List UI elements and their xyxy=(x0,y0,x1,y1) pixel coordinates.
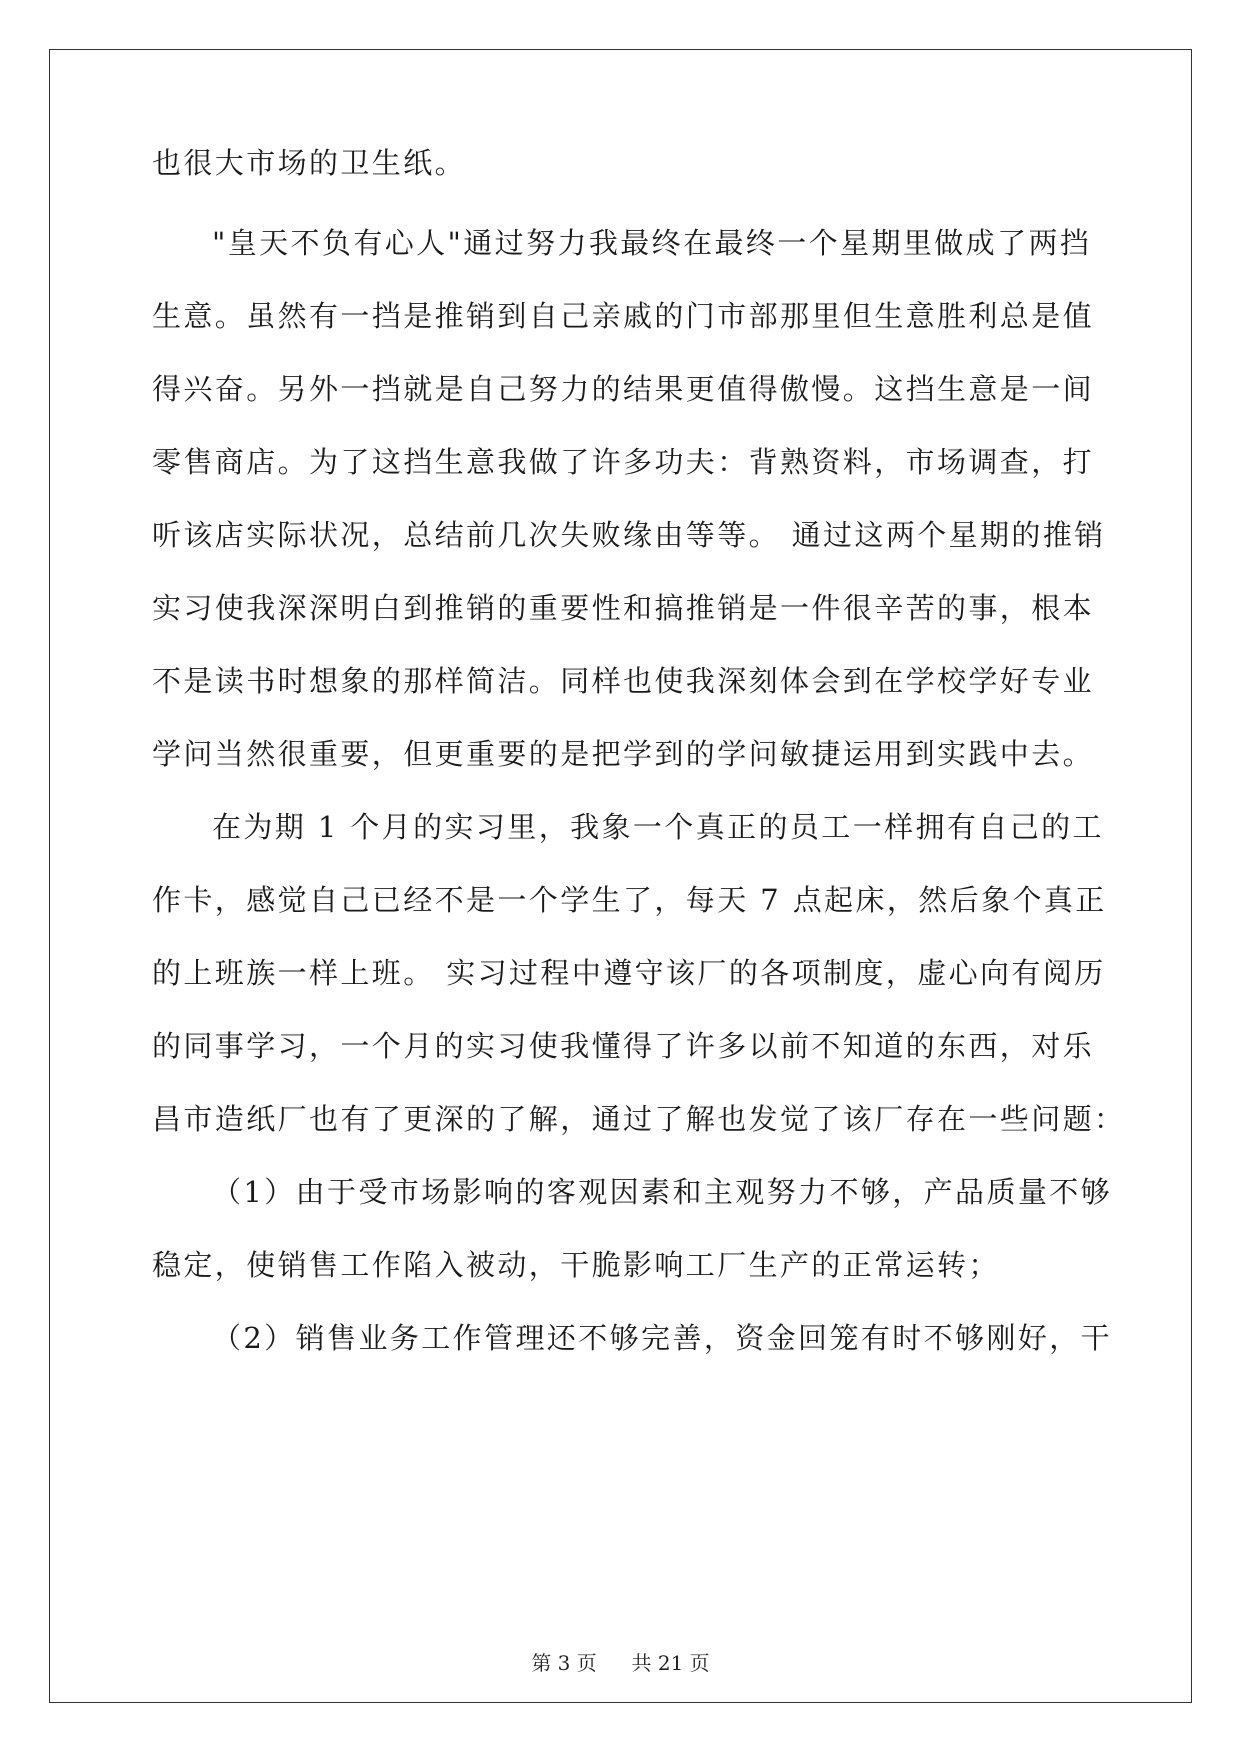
text-line: 的上班族一样上班。 实习过程中遵守该厂的各项制度，虚心向有阅历 xyxy=(152,956,1106,990)
text-line: 生意。虽然有一挡是推销到自己亲戚的门市部那里但生意胜利总是值 xyxy=(152,299,1095,333)
text-line: 得兴奋。另外一挡就是自己努力的结果更值得傲慢。这挡生意是一间 xyxy=(152,372,1095,406)
text-line: 学问当然很重要，但更重要的是把学到的学问敏捷运用到实践中去。 xyxy=(152,737,1095,771)
text-line: 稳定，使销售工作陷入被动，干脆影响工厂生产的正常运转； xyxy=(152,1248,1000,1282)
text-line: 的同事学习，一个月的实习使我懂得了许多以前不知道的东西，对乐 xyxy=(152,1029,1095,1063)
text-line: 在为期 1 个月的实习里，我象一个真正的员工一样拥有自己的工 xyxy=(212,810,1104,844)
page-number: 第 3 页 xyxy=(531,1651,597,1675)
text-line: 零售商店。为了这挡生意我做了许多功夫：背熟资料，市场调查，打 xyxy=(152,445,1095,479)
text-line: "皇天不负有心人"通过努力我最终在最终一个星期里做成了两挡 xyxy=(212,226,1092,260)
page-footer xyxy=(0,1650,1241,1676)
text-line: 实习使我深深明白到推销的重要性和搞推销是一件很辛苦的事，根本 xyxy=(152,591,1095,625)
text-line: 作卡，感觉自己已经不是一个学生了，每天 7 点起床，然后象个真正 xyxy=(152,883,1107,917)
text-line: （1）由于受市场影响的客观因素和主观努力不够，产品质量不够 xyxy=(212,1175,1113,1209)
text-line: （2）销售业务工作管理还不够完善，资金回笼有时不够刚好，干 xyxy=(212,1321,1113,1355)
text-line: 听该店实际状况，总结前几次失败缘由等等。 通过这两个星期的推销 xyxy=(152,518,1106,552)
text-line: 昌市造纸厂也有了更深的了解，通过了解也发觉了该厂存在一些问题： xyxy=(152,1102,1126,1136)
text-line: 不是读书时想象的那样简洁。同样也使我深刻体会到在学校学好专业 xyxy=(152,664,1095,698)
page-total: 共 21 页 xyxy=(631,1651,710,1675)
text-line: 也很大市场的卫生纸。 xyxy=(152,146,467,180)
